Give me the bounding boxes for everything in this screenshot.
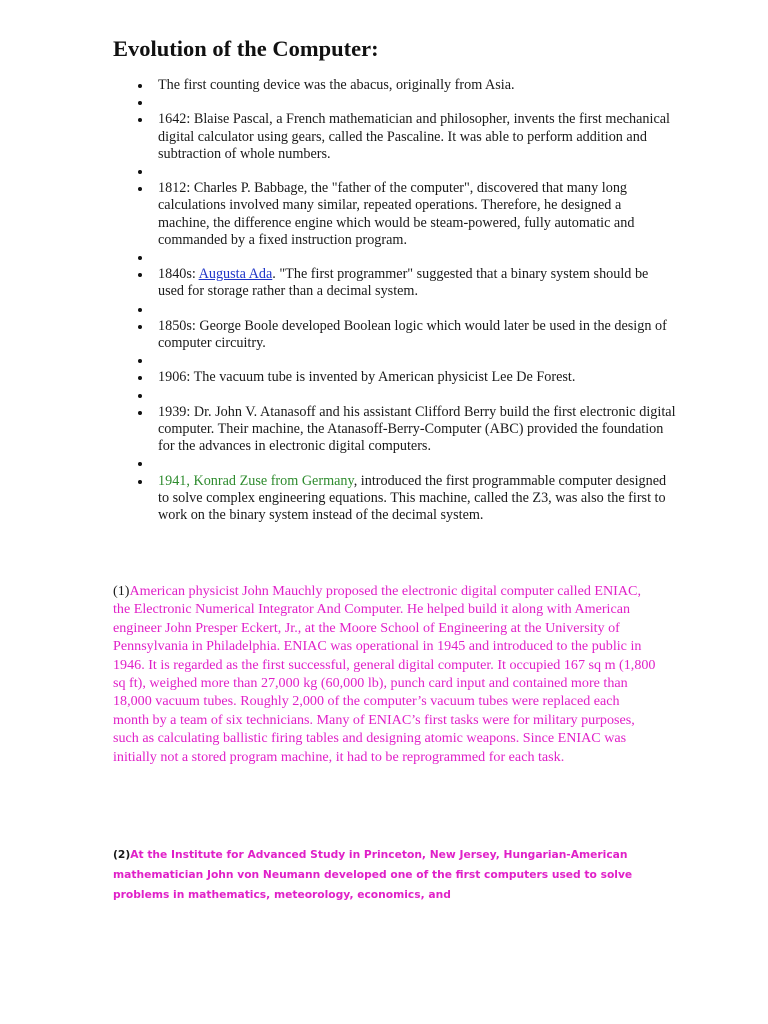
eniac-paragraph xyxy=(113,582,658,766)
list-item xyxy=(136,111,676,163)
list-item-text: 1850s: George Boole developed Boolean logic which would later be used in the design of computer circuitry. xyxy=(158,317,667,351)
list-item-text: 1939: Dr. John V. Atanasoff and his assistant Clifford Berry build the first electronic digital computer. Their machine, the Atanasoff-Berry-Computer (ABC) provided the foundation for the advances in electronic digital computers. xyxy=(158,403,676,455)
list-item-prefix: 1840s: xyxy=(158,266,199,283)
list-item xyxy=(136,180,676,249)
paragraph-text: At the Institute for Advanced Study in Princeton, New Jersey, Hungarian-American mathematician John von Neumann developed one of the first computers used to solve problems in mathematics, meteorology, economics, and xyxy=(113,848,633,901)
list-item-empty xyxy=(136,352,676,369)
paragraph-text: American physicist John Mauchly proposed the electronic digital computer called ENIAC, the Electronic Numerical Integrator And Computer. He helped build it along with American engineer John Presper Eckert, Jr., at the Moore School of Engineering at the University of Pennsylvania in Philadelphia. ENIAC was operational in 1945 and introduced to the public in 1946. It is regarded as the first successful, general digital computer. It occupied 167 sq m (1,800 sq ft), weighed more than 27,000 kg (60,000 lb), punch card input and contained more than 18,000 vacuum tubes. Roughly 2,000 of the computer’s vacuum tubes were replaced each month by a team of six technicians. Many of ENIAC’s first tasks were for military purposes, such as calculating ballistic firing tables and designing atomic weapons. Since ENIAC was initially not a stored program machine, it had to be reprogrammed for each task. xyxy=(113,583,656,765)
list-item xyxy=(136,369,676,386)
list-item xyxy=(136,77,676,94)
list-item xyxy=(136,404,676,456)
list-item-empty xyxy=(136,163,676,180)
list-item-suffix: , introduced the first programmable computer designed to solve complex engineering equations. This machine, called the Z3, was also the first to work on the binary system instead of the decimal system. xyxy=(158,472,667,523)
list-item-empty xyxy=(136,94,676,111)
list-item-empty xyxy=(136,301,676,318)
paragraph-number: (1) xyxy=(113,583,130,599)
list-item-text: 1642: Blaise Pascal, a French mathematician and philosopher, invents the first mechanical digital calculator using gears, called the Pascaline. It was able to perform addition and subtraction of whole numbers. xyxy=(158,111,671,162)
list-item-text: The first counting device was the abacus, originally from Asia. xyxy=(158,77,515,93)
augusta-ada-link[interactable]: Augusta Ada xyxy=(198,266,273,283)
list-item-suffix: . "The first programmer" suggested that a binary system should be used for storage rather than a decimal system. xyxy=(158,266,649,300)
von-neumann-paragraph xyxy=(113,845,658,905)
page-title: Evolution of the Computer: xyxy=(113,36,379,61)
list-item xyxy=(136,318,676,352)
list-item-text: 1906: The vacuum tube is invented by American physicist Lee De Forest. xyxy=(158,369,576,386)
list-item-text: 1812: Charles P. Babbage, the "father of the computer", discovered that many long calculations involved many similar, repeated operations. Therefore, he designed a machine, the difference engine which would be steam-powered, fully automatic and commanded by a fixed instruction program. xyxy=(158,180,635,248)
list-item xyxy=(136,473,676,525)
list-item xyxy=(136,266,676,300)
paragraph-number: (2) xyxy=(113,848,131,861)
list-item-empty xyxy=(136,455,676,472)
list-item-empty xyxy=(136,249,676,266)
list-item-empty xyxy=(136,387,676,404)
timeline-list xyxy=(136,77,676,524)
list-item-green-text: 1941, Konrad Zuse from Germany xyxy=(158,472,354,489)
